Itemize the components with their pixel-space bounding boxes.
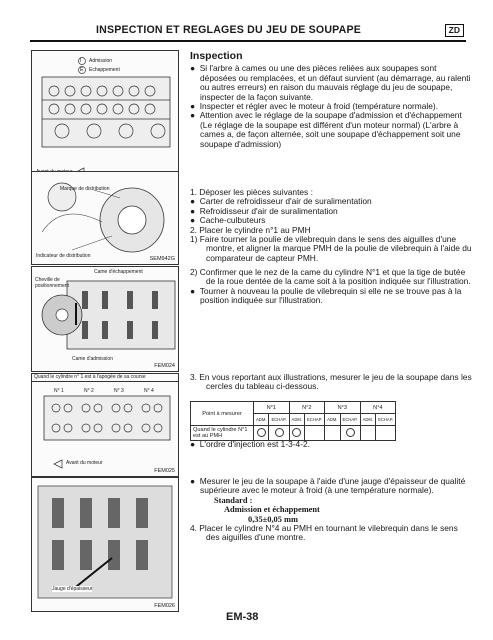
figure-camshaft-sprocket: [31, 266, 179, 372]
table-row-label: Quand le cylindre N°1 est au PMH: [191, 426, 254, 441]
bullet-text: Si l'arbre à cames ou une des pièces reliées aux soupapes sont déposées ou remplacées, et un défaut survient (au démarrage, au ralenti ou autres erreurs) en raison du mauvais réglage du jeu de soupape, inspecter de la façon suivante.: [199, 63, 471, 102]
bullet-text: Mesurer le jeu de la soupape à l'aide d'une jauge d'épaisseur de qualité supérieure avec le moteur à froid (à une température normale).: [199, 476, 466, 496]
sub-ech: ECHAP.: [340, 414, 360, 426]
cylinder-3-label: N° 3: [114, 388, 124, 394]
bullet-item: ● Mesurer le jeu de la soupape à l'aide d'une jauge d'épaisseur de qualité supérieure avec le moteur à froid (à une température normale).: [190, 476, 466, 496]
feeler-section: [190, 477, 472, 543]
legend-exhaust: Echappement: [89, 67, 120, 73]
timing-indicator-label: Indicateur de distribution: [36, 253, 91, 259]
bullet-item: ● Tourner à nouveau la poulie de vilebrequin si elle ne se trouve pas à la position indiquée sur l'illustration.: [190, 285, 462, 306]
table-header-point: Point à mesurer: [191, 402, 254, 426]
bullet-text: Tourner à nouveau la poulie de vilebrequin si elle ne se trouve pas à la position indiquée sur l'illustration.: [199, 285, 462, 306]
empty-cell: [325, 426, 340, 441]
step-text: 1. Déposer les pièces suivantes :: [190, 187, 313, 197]
bullet-item: ● Cache-culbuteurs: [190, 215, 266, 226]
table-header-cyl2: N°2: [289, 402, 325, 414]
positioning-pin-label: Cheville de positionnement: [35, 277, 69, 289]
figure-title: Quand le cylindre n° 1 est à l'apogée de sa course: [32, 374, 179, 382]
bullet-text: Attention avec le réglage de la soupape d'admission et d'échappement (Le réglage de la soupape est différent d'un moteur normal) (L'arbre à cames a, de façon alternée, soit une soupape d'échappement soit une soupape d'admission): [199, 110, 462, 149]
step-text: 2. Placer le cylindre n°1 au PMH: [190, 224, 311, 235]
cylinder-1-label: N° 1: [54, 388, 64, 394]
step-text: 2) Confirmer que le nez de la came du cylindre N°1 et que la tige de butée de la roue dentée de la came soit à la position indiquée sur l'illustration.: [190, 267, 471, 287]
legend-exhaust-mark: E: [80, 67, 84, 73]
bullet-item: ● Inspecter et régler avec le moteur à froid (température normale).: [190, 101, 439, 112]
figure-code: FEM024: [154, 363, 175, 369]
step-text: 3. En vous reportant aux illustrations, mesurer le jeu de la soupape dans les cercles du tableau ci-dessous.: [190, 372, 472, 392]
intake-cam-label: Came d'admission: [72, 356, 113, 362]
page-header: [30, 24, 466, 42]
sub-adm: ADM.: [254, 414, 269, 426]
bullet-text: L'ordre d'injection est 1-3-4-2.: [199, 439, 310, 449]
bullet-item: ● Refroidisseur d'air de suralimentation: [190, 205, 338, 216]
standard-value: 0,35±0,05 mm: [248, 514, 298, 524]
check-circle: [340, 426, 360, 441]
sub-ech: ECHAP.: [376, 414, 396, 426]
bullet-item: ● Attention avec le réglage de la soupape d'admission et d'échappement (Le réglage de la soupape est différent d'un moteur normal) (L'arbre à cames a, de façon alternée, soit une soupape d'échappement soit une soupape d'admission): [190, 110, 462, 149]
figure-code: SEM942G: [149, 256, 175, 262]
legend-intake: Admission: [89, 58, 113, 64]
step-text: 1) Faire tourner la poulie de vilebrequin dans le sens des aiguilles d'une montre, et aligner la marque PMH de la poulie de vilebrequin à l'aide du comparateur de capteur PMH.: [190, 234, 472, 263]
figure-feeler-gauge: [31, 477, 179, 612]
firing-order: [190, 440, 472, 449]
feeler-gauge-label: Jauge d'épaisseur: [52, 586, 93, 592]
cylinder-2-label: N° 2: [84, 388, 94, 394]
bullet-text: Refroidisseur d'air de suralimentation: [199, 205, 338, 216]
legend-intake-mark: I: [80, 58, 82, 64]
confirm-section: [190, 268, 472, 306]
sub-adm: ADM.: [325, 414, 340, 426]
figure-crank-pulley: [31, 171, 179, 265]
inspection-section: [190, 52, 472, 149]
table-header-cyl1: N°1: [254, 402, 290, 414]
bullet-item: ● Carter de refroidisseur d'air de suralimentation: [190, 196, 372, 207]
section-heading: Inspection: [190, 50, 243, 62]
table-header-cyl4: N°4: [360, 402, 396, 414]
standard-label: Standard :: [214, 495, 253, 505]
sub-ech: ECHAP.: [305, 414, 325, 426]
bullet-text: Cache-culbuteurs: [199, 215, 266, 226]
timing-mark-label: Marque de distribution: [60, 186, 110, 192]
empty-cell: [360, 426, 375, 441]
section-badge: ZD: [445, 24, 464, 37]
figure-code: FEM026: [154, 603, 175, 609]
figure-code: FEM025: [154, 468, 175, 474]
figure-valve-layout: [31, 373, 179, 477]
table-header-cyl3: N°3: [325, 402, 361, 414]
page-title: INSPECTION ET REGLAGES DU JEU DE SOUPAPE: [96, 24, 362, 36]
removal-section: [190, 188, 472, 263]
valve-clearance-table: [190, 401, 396, 441]
sub-adm: ADM.: [289, 414, 304, 426]
figure-cylinder-head-top: [31, 50, 179, 186]
sub-adm: ADM.: [360, 414, 375, 426]
bullet-text: Inspecter et régler avec le moteur à froid (température normale).: [199, 101, 439, 112]
bullet-item: ● Si l'arbre à cames ou une des pièces reliées aux soupapes sont déposées ou remplacées, et un défaut survient (au démarrage, au ralenti ou autres erreurs) en raison du mauvais réglage du jeu de soupape, inspecter de la façon suivante.: [190, 63, 471, 102]
engine-front-label: Avant du moteur: [66, 460, 103, 466]
cylinder-4-label: N° 4: [144, 388, 154, 394]
bullet-text: Carter de refroidisseur d'air de suralimentation: [199, 196, 372, 207]
empty-cell: [376, 426, 396, 441]
measure-section: [190, 373, 472, 392]
standard-type: Admission et échappement: [224, 505, 320, 515]
step-text: 4. Placer le cylindre N°4 au PMH en tournant le vilebrequin dans le sens des aiguilles d'une montre.: [190, 523, 458, 543]
sub-ech: ECHAP.: [269, 414, 289, 426]
page-number: EM-38: [226, 611, 259, 623]
bullet-item: ● L'ordre d'injection est 1-3-4-2.: [190, 439, 310, 449]
exhaust-cam-label: Came d'échappement: [94, 269, 143, 275]
